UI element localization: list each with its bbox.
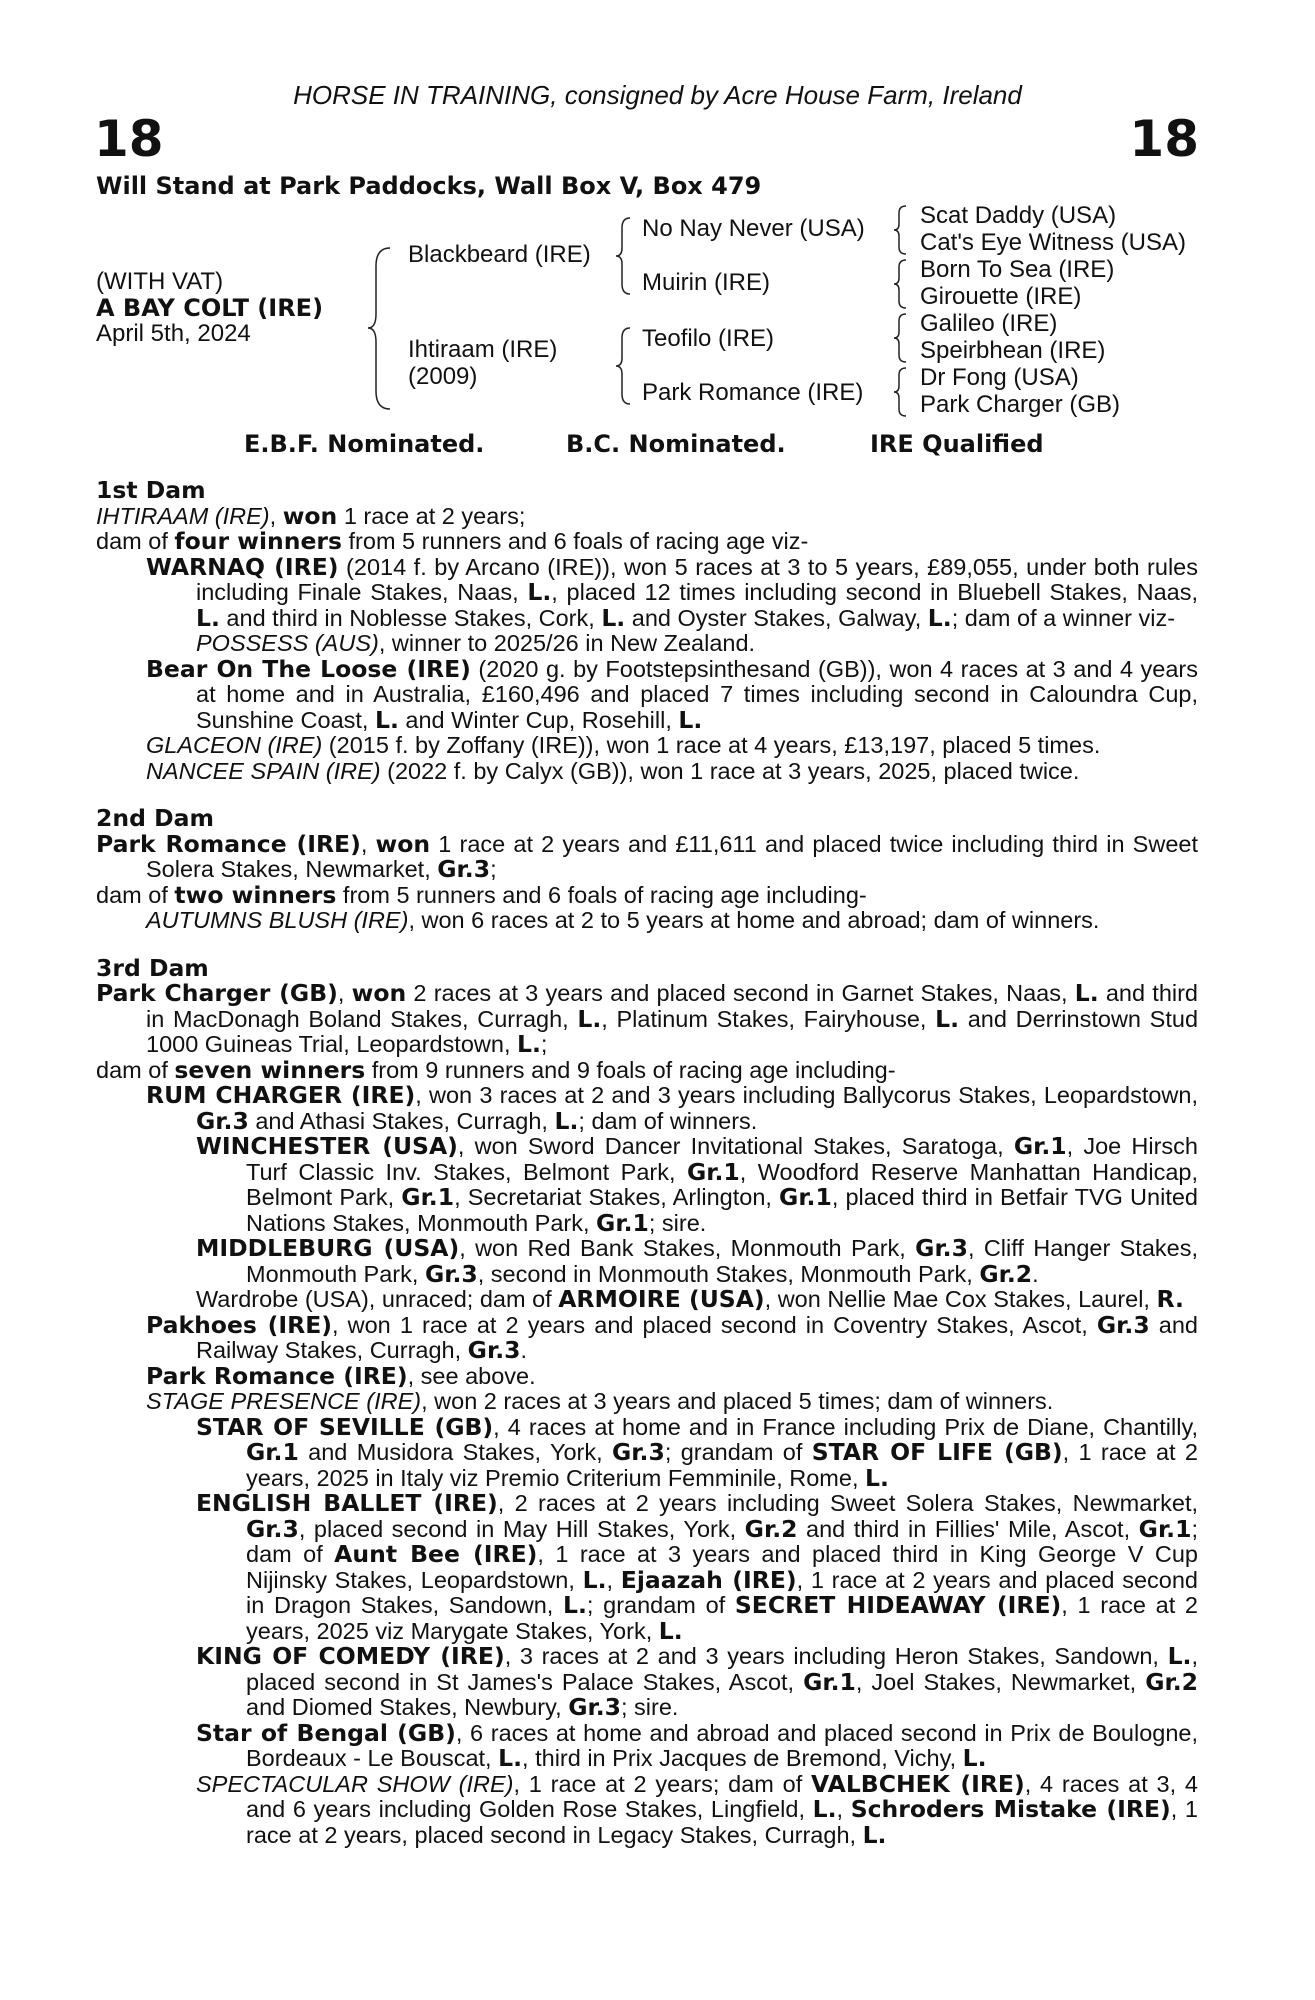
gg-1: Scat Daddy (USA) <box>920 202 1117 229</box>
produce-entry: WINCHESTER (USA), won Sword Dancer Invitational Stakes, Saratoga, Gr.1, Joe Hirsch Turf Classic Inv. Stakes, Belmont Park, Gr.1, Woodford Reserve Manhattan Handicap, Belmont Park, Gr.1, Secretariat Stakes, Arlington, Gr.1, placed third in Betfair TVG United Nations Stakes, Monmouth Park, Gr.1; sire. <box>196 1132 1198 1237</box>
gg-2: Cat's Eye Witness (USA) <box>920 229 1186 256</box>
produce-entry: AUTUMNS BLUSH (IRE), won 6 races at 2 to 5 years at home and abroad; dam of winners. <box>146 907 1100 933</box>
produce-entry: STAGE PRESENCE (IRE), won 2 races at 3 years and placed 5 times; dam of winners. <box>146 1388 1054 1414</box>
dam-sire: Teofilo (IRE) <box>642 325 775 352</box>
stand-location: Will Stand at Park Paddocks, Wall Box V, Box 479 <box>96 172 762 200</box>
produce-entry: Park Romance (IRE), see above. <box>146 1361 536 1390</box>
gg-6: Speirbhean (IRE) <box>920 337 1106 364</box>
dam-entry: IHTIRAAM (IRE), won 1 race at 2 years; <box>96 501 526 530</box>
gg-7: Dr Fong (USA) <box>920 364 1079 391</box>
dam: Ihtiraam (IRE) <box>408 336 558 363</box>
gg-5: Galileo (IRE) <box>920 310 1058 337</box>
consignment-heading: HORSE IN TRAINING, consigned by Acre House Farm, Ireland <box>293 80 1022 110</box>
produce-entry: GLACEON (IRE) (2015 f. by Zoffany (IRE)), won 1 race at 4 years, £13,197, placed 5 times. <box>146 732 1101 758</box>
vat-note: (WITH VAT) <box>96 268 224 295</box>
produce-entry: RUM CHARGER (IRE), won 3 races at 2 and 3 years including Ballycorus Stakes, Leopardstown, Gr.3 and Athasi Stakes, Curragh, L.; dam of winners. <box>146 1081 1198 1135</box>
produce-entry: STAR OF SEVILLE (GB), 4 races at home and in France including Prix de Diane, Chantilly, Gr.1 and Musidora Stakes, York, Gr.3; grandam of STAR OF LIFE (GB), 1 race at 2 years, 2025 in Italy viz Premio Criterium Femminile, Rome, L. <box>196 1412 1198 1492</box>
sire-dam: Muirin (IRE) <box>642 269 771 296</box>
ggp-brace-1 <box>892 204 910 256</box>
gg-8: Park Charger (GB) <box>920 391 1121 418</box>
ebf-nomination: E.B.F. Nominated. <box>244 430 485 458</box>
section-heading-3rd-dam: 3rd Dam <box>96 953 209 982</box>
ggp-brace-2 <box>892 258 910 310</box>
gg-4: Girouette (IRE) <box>920 283 1082 310</box>
ire-qualified: IRE Qualified <box>870 430 1044 458</box>
dam-dam: Park Romance (IRE) <box>642 379 864 406</box>
produce-summary: dam of two winners from 5 runners and 6 foals of racing age including- <box>96 880 867 909</box>
produce-entry: Star of Bengal (GB), 6 races at home and abroad and placed second in Prix de Boulogne, Bordeaux - Le Bouscat, L., third in Prix Jacques de Bremond, Vichy, L. <box>196 1718 1199 1772</box>
produce-entry: SPECTACULAR SHOW (IRE), 1 race at 2 years; dam of VALBCHEK (IRE), 4 races at 3, 4 and 6 years including Golden Rose Stakes, Lingfield, L., Schroders Mistake (IRE), 1 race at 2 years, placed second in Legacy Stakes, Curragh, L. <box>196 1769 1198 1849</box>
dam-year: (2009) <box>408 363 478 390</box>
horse-name: A BAY COLT (IRE) <box>96 294 324 322</box>
produce-entry: WARNAQ (IRE) (2014 f. by Arcano (IRE)), won 5 races at 3 to 5 years, £89,055, under both rules including Finale Stakes, Naas, L., placed 12 times including second in Bluebell Stakes, Naas, L. and third in Noblesse Stakes, Cork, L. and Oyster Stakes, Galway, L.; dam of a winner viz- <box>146 552 1198 632</box>
section-heading-1st-dam: 1st Dam <box>96 476 206 504</box>
section-heading-2nd-dam: 2nd Dam <box>96 804 214 832</box>
catalogue-body <box>96 478 1198 1848</box>
gg-3: Born To Sea (IRE) <box>920 256 1115 283</box>
produce-entry: MIDDLEBURG (USA), won Red Bank Stakes, Monmouth Park, Gr.3, Cliff Hanger Stakes, Monmouth Park, Gr.3, second in Monmouth Stakes, Monmouth Park, Gr.2. <box>196 1234 1199 1288</box>
produce-entry: NANCEE SPAIN (IRE) (2022 f. by Calyx (GB)), won 1 race at 3 years, 2025, placed twice. <box>146 757 1080 784</box>
sire-sire: No Nay Never (USA) <box>642 215 865 242</box>
dam-entry: Park Romance (IRE), won 1 race at 2 years and £11,611 and placed twice including third in Sweet Solera Stakes, Newmarket, Gr.3; <box>96 829 1198 883</box>
ggp-brace-3 <box>892 312 910 364</box>
dam-entry: Park Charger (GB), won 2 races at 3 years and placed second in Garnet Stakes, Naas, L. and third in MacDonagh Boland Stakes, Curragh, L., Platinum Stakes, Fairyhouse, L. and Derrinstown Stud 1000 Guineas Trial, Leopardstown, L.; <box>96 979 1199 1058</box>
dam-brace <box>614 326 634 406</box>
produce-entry: Pakhoes (IRE), won 1 race at 2 years and placed second in Coventry Stakes, Ascot, Gr.3 and Railway Stakes, Curragh, Gr.3. <box>146 1310 1198 1364</box>
sire: Blackbeard (IRE) <box>408 241 591 268</box>
produce-entry: POSSESS (AUS), winner to 2025/26 in New Zealand. <box>196 630 756 656</box>
lot-number-right: 18 <box>1129 110 1199 168</box>
produce-summary: dam of four winners from 5 runners and 6 foals of racing age viz- <box>96 527 809 555</box>
foaling-date: April 5th, 2024 <box>96 320 251 347</box>
sire-brace <box>614 216 634 296</box>
produce-entry: KING OF COMEDY (IRE), 3 races at 2 and 3 years including Heron Stakes, Sandown, L., placed second in St James's Palace Stakes, Ascot, Gr.1, Joel Stakes, Newmarket, Gr.2 and Diomed Stakes, Newbury, Gr.3; sire. <box>196 1642 1198 1721</box>
produce-entry: Wardrobe (USA), unraced; dam of ARMOIRE (USA), won Nellie Mae Cox Stakes, Laurel, R. <box>196 1285 1184 1313</box>
bc-nomination: B.C. Nominated. <box>566 430 786 458</box>
pedigree-brace <box>366 246 396 411</box>
produce-entry: ENGLISH BALLET (IRE), 2 races at 2 years including Sweet Solera Stakes, Newmarket, Gr.3, placed second in May Hill Stakes, York, Gr.2 and third in Fillies' Mile, Ascot, Gr.1; dam of Aunt Bee (IRE), 1 race at 3 years and placed third in King George V Cup Nijinsky Stakes, Leopardstown, L., Ejaazah (IRE), 1 race at 2 years and placed second in Dragon Stakes, Sandown, L.; grandam of SECRET HIDEAWAY (IRE), 1 race at 2 years, 2025 viz Marygate Stakes, York, L. <box>196 1489 1199 1645</box>
ggp-brace-4 <box>892 366 910 418</box>
produce-entry: Bear On The Loose (IRE) (2020 g. by Footstepsinthesand (GB)), won 4 races at 3 and 4 years at home and in Australia, £160,496 and placed 7 times including second in Caloundra Cup, Sunshine Coast, L. and Winter Cup, Rosehill, L. <box>146 654 1198 734</box>
lot-number-left: 18 <box>94 110 164 168</box>
produce-summary: dam of seven winners from 9 runners and 9 foals of racing age including- <box>96 1055 896 1084</box>
